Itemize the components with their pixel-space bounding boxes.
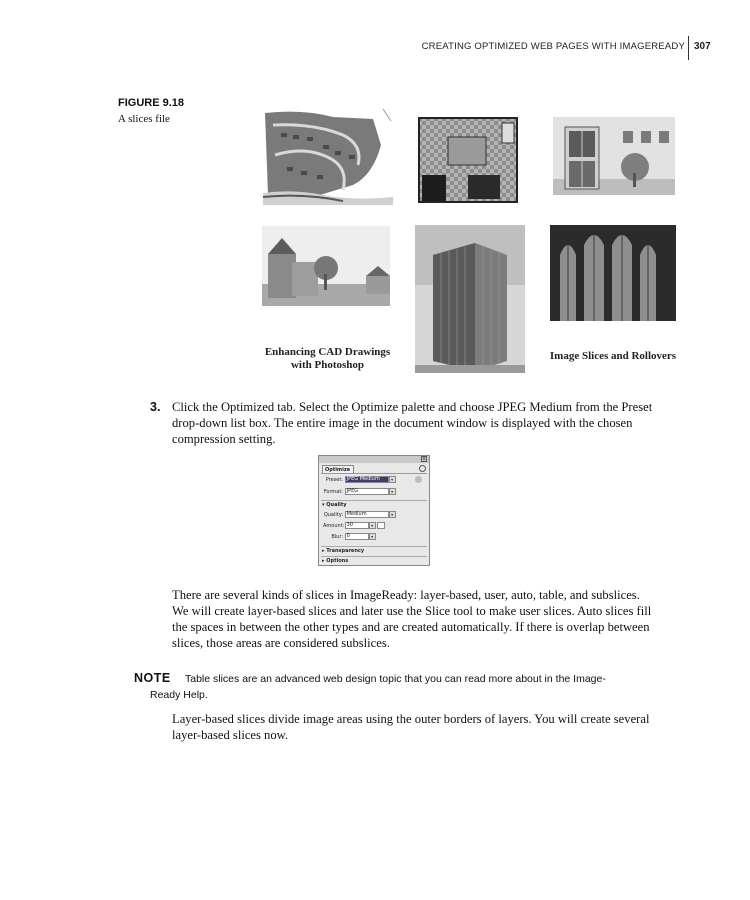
thumb-tower xyxy=(415,225,525,373)
thumb-house xyxy=(262,226,390,306)
paragraph-line: slices, those areas are considered subslices. xyxy=(172,636,390,650)
figure-caption: A slices file xyxy=(118,113,170,125)
running-head: CREATING OPTIMIZED WEB PAGES WITH IMAGEREADY xyxy=(421,41,685,52)
step3-line: compression setting. xyxy=(172,432,276,446)
palette-separator xyxy=(321,500,427,501)
note-label: NOTE xyxy=(134,671,171,685)
thumb-site-plan xyxy=(263,105,393,205)
preset-dropdown-icon[interactable]: ▾ xyxy=(389,476,396,483)
format-row xyxy=(323,488,396,496)
preset-select[interactable]: JPEG Medium xyxy=(345,476,389,483)
figure-label: FIGURE 9.18 xyxy=(118,97,185,109)
blur-field[interactable]: 0 xyxy=(345,533,369,540)
paragraph-line: the spaces in between the other types and are created automatically. If there is overlap between xyxy=(172,620,650,634)
palette-divider xyxy=(321,473,427,474)
transparency-section-label: Transparency xyxy=(326,548,365,554)
paragraph-slices xyxy=(172,587,692,651)
book-label-left-line2: with Photoshop xyxy=(290,359,365,371)
palette-title-bar[interactable] xyxy=(319,456,429,463)
amount-row xyxy=(323,522,385,530)
paragraph-line: layer-based slices now. xyxy=(172,728,289,742)
book-label-left xyxy=(260,346,395,372)
close-icon[interactable]: x xyxy=(422,456,426,462)
step3-line: drop-down list box. The entire image in the document window is displayed with the chosen xyxy=(172,416,633,430)
quality-row xyxy=(323,511,396,519)
header-rule xyxy=(688,36,689,60)
optimize-palette xyxy=(318,455,430,566)
options-section-label: Options xyxy=(326,558,349,564)
paragraph-line: Layer-based slices divide image areas using the outer borders of layers. You will create several xyxy=(172,712,650,726)
step3-text xyxy=(172,399,692,447)
thumb-cathedral xyxy=(550,225,676,321)
quality-label: Quality: xyxy=(323,512,343,518)
quality-section-label: Quality xyxy=(326,502,347,508)
page-number: 307 xyxy=(694,41,711,52)
paragraph-line: There are several kinds of slices in ImageReady: layer-based, user, auto, table, and subslices. xyxy=(172,588,640,602)
amount-field[interactable]: 30 xyxy=(345,522,369,529)
tab-optimize[interactable]: Optimize xyxy=(322,465,354,473)
book-label-left-line1: Enhancing CAD Drawings xyxy=(264,346,391,358)
optimize-wizard-icon[interactable] xyxy=(415,476,422,483)
thumb-facade xyxy=(553,117,675,195)
format-label: Format: xyxy=(323,489,343,495)
book-label-right: Image Slices and Rollovers xyxy=(549,350,677,362)
preset-label: Preset: xyxy=(325,477,343,483)
note-line2: Ready Help. xyxy=(150,689,208,701)
blur-dropdown-icon[interactable]: ▾ xyxy=(369,533,376,540)
format-select[interactable]: JPEG xyxy=(345,488,389,495)
amount-label: Amount: xyxy=(323,523,345,529)
palette-separator xyxy=(321,546,427,547)
thumb-floor-plan xyxy=(418,117,518,203)
palette-menu-icon[interactable] xyxy=(419,465,426,472)
slices-figure xyxy=(260,105,680,380)
step3-line: Click the Optimized tab. Select the Optimize palette and choose JPEG Medium from the Preset xyxy=(172,400,653,414)
options-section[interactable]: ▸ Options xyxy=(322,558,349,564)
blur-label: Blur: xyxy=(331,534,343,540)
transparency-section[interactable]: ▸ Transparency xyxy=(322,548,365,554)
amount-mask-icon[interactable] xyxy=(377,522,385,529)
blur-row xyxy=(323,533,376,541)
format-dropdown-icon[interactable]: ▾ xyxy=(389,488,396,495)
palette-separator xyxy=(321,556,427,557)
quality-select[interactable]: Medium xyxy=(345,511,389,518)
preset-row xyxy=(323,476,422,484)
note-line1: Table slices are an advanced web design topic that you can read more about in the Image- xyxy=(185,673,606,685)
paragraph-layer-slices xyxy=(172,711,692,743)
paragraph-line: We will create layer-based slices and later use the Slice tool to make user slices. Auto slices fill xyxy=(172,604,652,618)
amount-dropdown-icon[interactable]: ▾ xyxy=(369,522,376,529)
step-number: 3. xyxy=(150,400,161,414)
quality-section[interactable]: ▾ Quality xyxy=(322,502,347,508)
quality-dropdown-icon[interactable]: ▾ xyxy=(389,511,396,518)
